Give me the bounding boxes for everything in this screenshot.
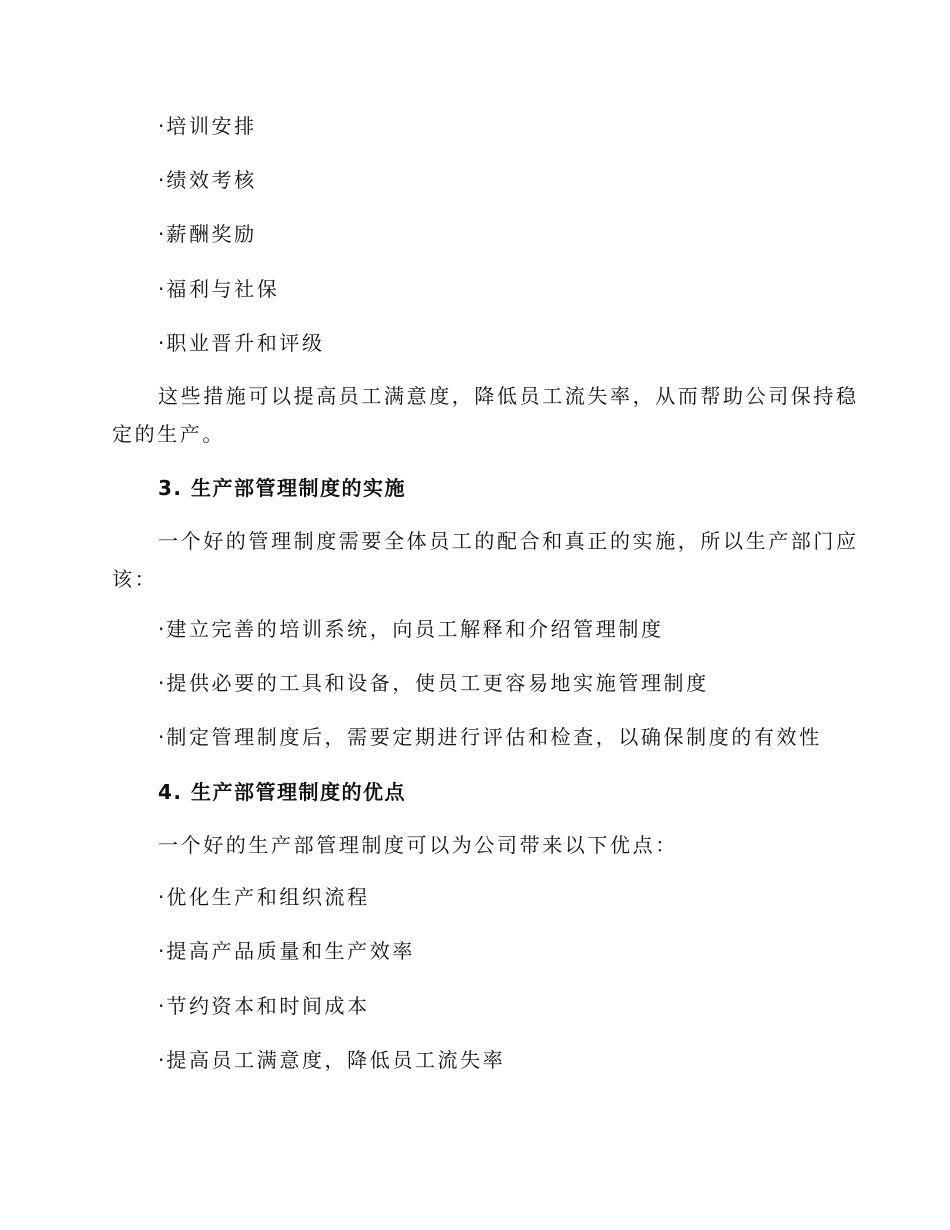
list-item-text: 提高产品质量和生产效率 <box>166 939 415 963</box>
list-item-text: 福利与社保 <box>166 277 280 301</box>
list-item <box>158 994 370 1018</box>
section-heading: 4. 生产部管理制度的优点 <box>158 780 406 804</box>
list-item <box>158 277 279 301</box>
bullet-dot: · <box>158 277 165 301</box>
list-item-text: 节约资本和时间成本 <box>166 994 370 1018</box>
paragraph-line: 一个好的生产部管理制度可以为公司带来以下优点： <box>158 833 678 857</box>
list-item <box>158 222 257 246</box>
bullet-dot: · <box>158 617 165 641</box>
bullet-dot: · <box>158 168 165 192</box>
list-item <box>158 331 325 355</box>
paragraph-line: 该： <box>112 567 158 591</box>
list-item-text: 提供必要的工具和设备，使员工更容易地实施管理制度 <box>166 671 709 695</box>
bullet-dot: · <box>158 331 165 355</box>
bullet-dot: · <box>158 939 165 963</box>
list-item <box>158 1048 505 1072</box>
bullet-dot: · <box>158 671 165 695</box>
paragraph-line: 这些措施可以提高员工满意度，降低员工流失率，从而帮助公司保持稳 <box>158 384 859 408</box>
paragraph-line: 一个好的管理制度需要全体员工的配合和真正的实施，所以生产部门应 <box>158 529 859 553</box>
bullet-dot: · <box>158 885 165 909</box>
list-item-text: 职业晋升和评级 <box>166 331 325 355</box>
list-item-text: 优化生产和组织流程 <box>166 885 370 909</box>
list-item-text: 培训安排 <box>166 114 257 138</box>
list-item <box>158 885 370 909</box>
list-item-text: 提高员工满意度，降低员工流失率 <box>166 1048 506 1072</box>
bullet-dot: · <box>158 222 165 246</box>
paragraph-line: 定的生产。 <box>112 422 225 446</box>
list-item <box>158 939 415 963</box>
section-heading: 3. 生产部管理制度的实施 <box>158 476 406 500</box>
list-item <box>158 114 257 138</box>
list-item <box>158 617 664 641</box>
list-item-text: 绩效考核 <box>166 168 257 192</box>
list-item-text: 建立完善的培训系统，向员工解释和介绍管理制度 <box>166 617 664 641</box>
bullet-dot: · <box>158 994 165 1018</box>
list-item <box>158 168 257 192</box>
bullet-dot: · <box>158 725 165 749</box>
bullet-dot: · <box>158 1048 165 1072</box>
list-item-text: 薪酬奖励 <box>166 222 257 246</box>
list-item <box>158 725 822 749</box>
bullet-dot: · <box>158 114 165 138</box>
list-item <box>158 671 709 695</box>
list-item-text: 制定管理制度后，需要定期进行评估和检查，以确保制度的有效性 <box>166 725 822 749</box>
